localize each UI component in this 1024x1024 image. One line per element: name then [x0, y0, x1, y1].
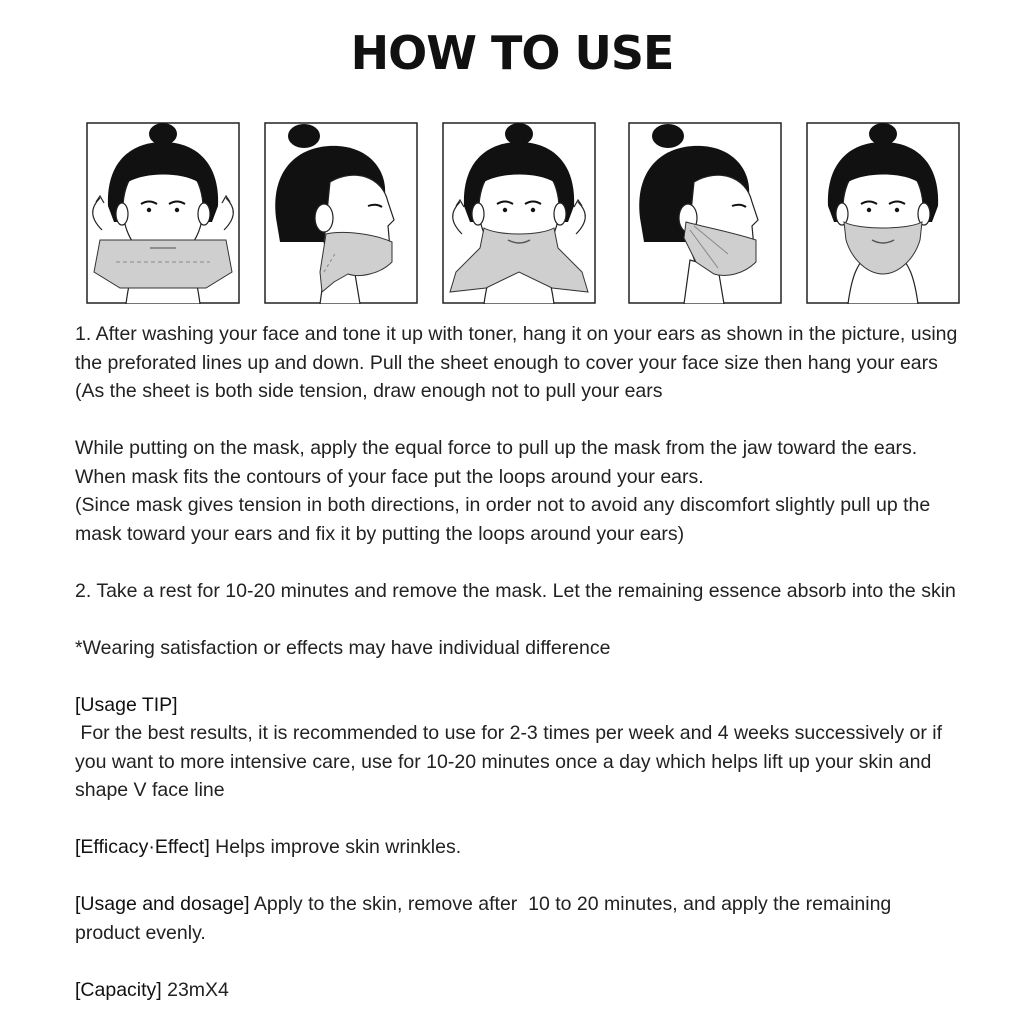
dosage-label: [Usage and dosage] [75, 893, 250, 915]
capacity-line [75, 976, 975, 1005]
efficacy-line [75, 833, 975, 862]
side-face-mask-chin-icon [264, 122, 418, 304]
step-4-illustration [628, 122, 782, 304]
front-face-mask-spread-neck-icon [442, 122, 596, 304]
usage-tip-label: [Usage TIP] [75, 693, 178, 716]
step-5-illustration [806, 122, 960, 304]
step-2-illustration [264, 122, 418, 304]
dosage-line [75, 890, 975, 919]
capacity-label: [Capacity] [75, 978, 162, 1001]
step1-line: the preforated lines up and down. Pull the sheet enough to cover your face size then hang your ears [75, 351, 938, 374]
dosage-text: Apply to the skin, remove after 10 to 20 minutes, and apply the remaining [249, 893, 892, 915]
instructions [75, 320, 975, 1004]
usage-tip-line: shape V face line [75, 779, 225, 801]
front-face-mask-fitted-icon [806, 122, 960, 304]
front-face-mask-below-jaw-icon [86, 122, 240, 304]
step-illustrations [86, 122, 960, 304]
note-line: *Wearing satisfaction or effects may have individual difference [75, 636, 611, 659]
efficacy-text: Helps improve skin wrinkles. [209, 836, 462, 858]
capacity-text: 23mX4 [161, 978, 229, 1001]
step2-line: 2. Take a rest for 10-20 minutes and remove the mask. Let the remaining essence absorb into the skin [75, 579, 956, 602]
usage-tip-line: For the best results, it is recommended to use for 2-3 times per week and 4 weeks successively or if [75, 722, 943, 744]
efficacy-label: [Efficacy·Effect] [75, 836, 210, 858]
putting-on-line: When mask fits the contours of your face put the loops around your ears. [75, 465, 704, 488]
putting-on-line: mask toward your ears and fix it by putting the loops around your ears) [75, 522, 685, 545]
dosage-line-2: product evenly. [75, 921, 206, 944]
step-1-illustration [86, 122, 240, 304]
step1-line: (As the sheet is both side tension, draw enough not to pull your ears [75, 380, 663, 402]
page-title: HOW TO USE [350, 26, 674, 80]
usage-tip-line: you want to more intensive care, use for 10-20 minutes once a day which helps lift up your skin and [75, 750, 932, 773]
putting-on-line: While putting on the mask, apply the equal force to pull up the mask from the jaw toward the ears. [75, 437, 918, 459]
step1-line: 1. After washing your face and tone it up with toner, hang it on your ears as shown in the picture, using [75, 323, 958, 345]
side-face-mask-fitted-icon [628, 122, 782, 304]
putting-on-line: (Since mask gives tension in both directions, in order not to avoid any discomfort slightly pull up the [75, 494, 931, 516]
step-3-illustration [442, 122, 596, 304]
